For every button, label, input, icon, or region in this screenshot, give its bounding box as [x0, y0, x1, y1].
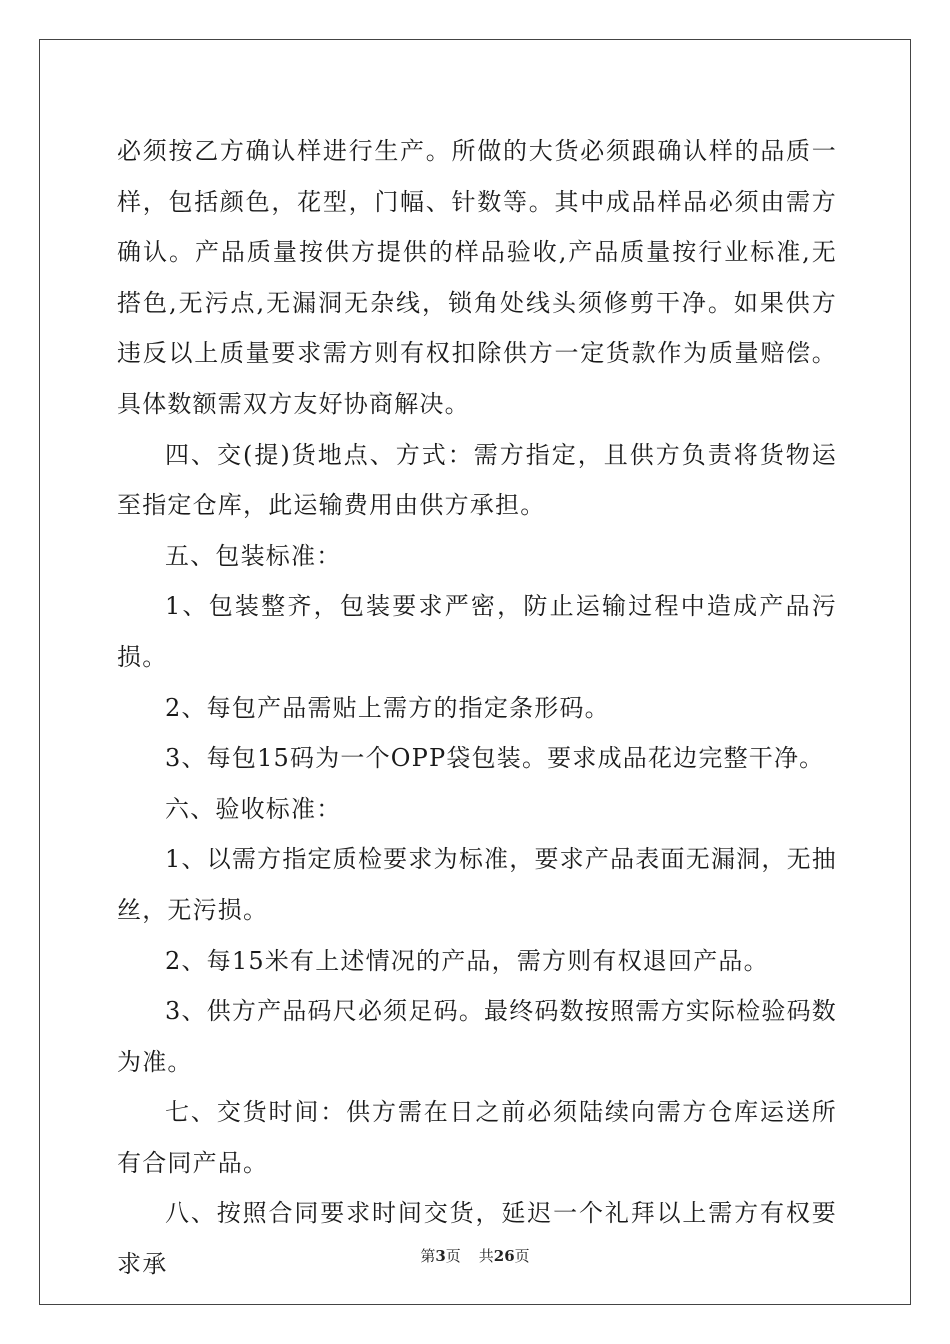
acceptance-item-1: 1、以需方指定质检要求为标准，要求产品表面无漏洞，无抽丝，无污损。: [117, 845, 837, 924]
document-body: [117, 126, 837, 1290]
section-heading-packaging: 五、包装标准：: [165, 541, 342, 570]
total-prefix: 共: [478, 1247, 494, 1265]
paragraph-late-delivery: 八、按照合同要求时间交货，延迟一个礼拜以上需方有权要求承: [117, 1199, 837, 1279]
packaging-item-3: 3、每包15码为一个OPP袋包装。要求成品花边完整干净。: [165, 744, 825, 773]
acceptance-item-2: 2、每15米有上述情况的产品，需方则有权退回产品。: [165, 946, 769, 975]
page-suffix: 页: [445, 1247, 461, 1265]
packaging-item-1: 1、包装整齐，包装要求严密，防止运输过程中造成产品污损。: [117, 592, 837, 671]
total-page-count: 26: [493, 1247, 515, 1265]
section-heading-acceptance: 六、验收标准：: [165, 794, 342, 823]
page-footer: [0, 1245, 950, 1266]
total-suffix: 页: [514, 1247, 530, 1265]
paragraph-quality: 必须按乙方确认样进行生产。所做的大货必须跟确认样的品质一样，包括颜色，花型，门幅、针数等。其中成品样品必须由需方确认。产品质量按供方提供的样品验收,产品质量按行业标准,无搭色,无污点,无漏洞无杂线，锁角处线头须修剪干净。如果供方违反以上质量要求需方则有权扣除供方一定货款作为质量赔偿。具体数额需双方友好协商解决。: [117, 137, 837, 418]
packaging-item-2: 2、每包产品需贴上需方的指定条形码。: [165, 693, 610, 722]
acceptance-item-3: 3、供方产品码尺必须足码。最终码数按照需方实际检验码数为准。: [117, 997, 837, 1076]
paragraph-delivery-time: 七、交货时间：供方需在日之前必须陆续向需方仓库运送所有合同产品。: [117, 1098, 837, 1177]
current-page-number: 3: [435, 1247, 446, 1265]
page-prefix: 第: [420, 1247, 436, 1265]
paragraph-delivery-location: 四、交(提)货地点、方式：需方指定，且供方负责将货物运至指定仓库，此运输费用由供方承担。: [117, 440, 837, 520]
